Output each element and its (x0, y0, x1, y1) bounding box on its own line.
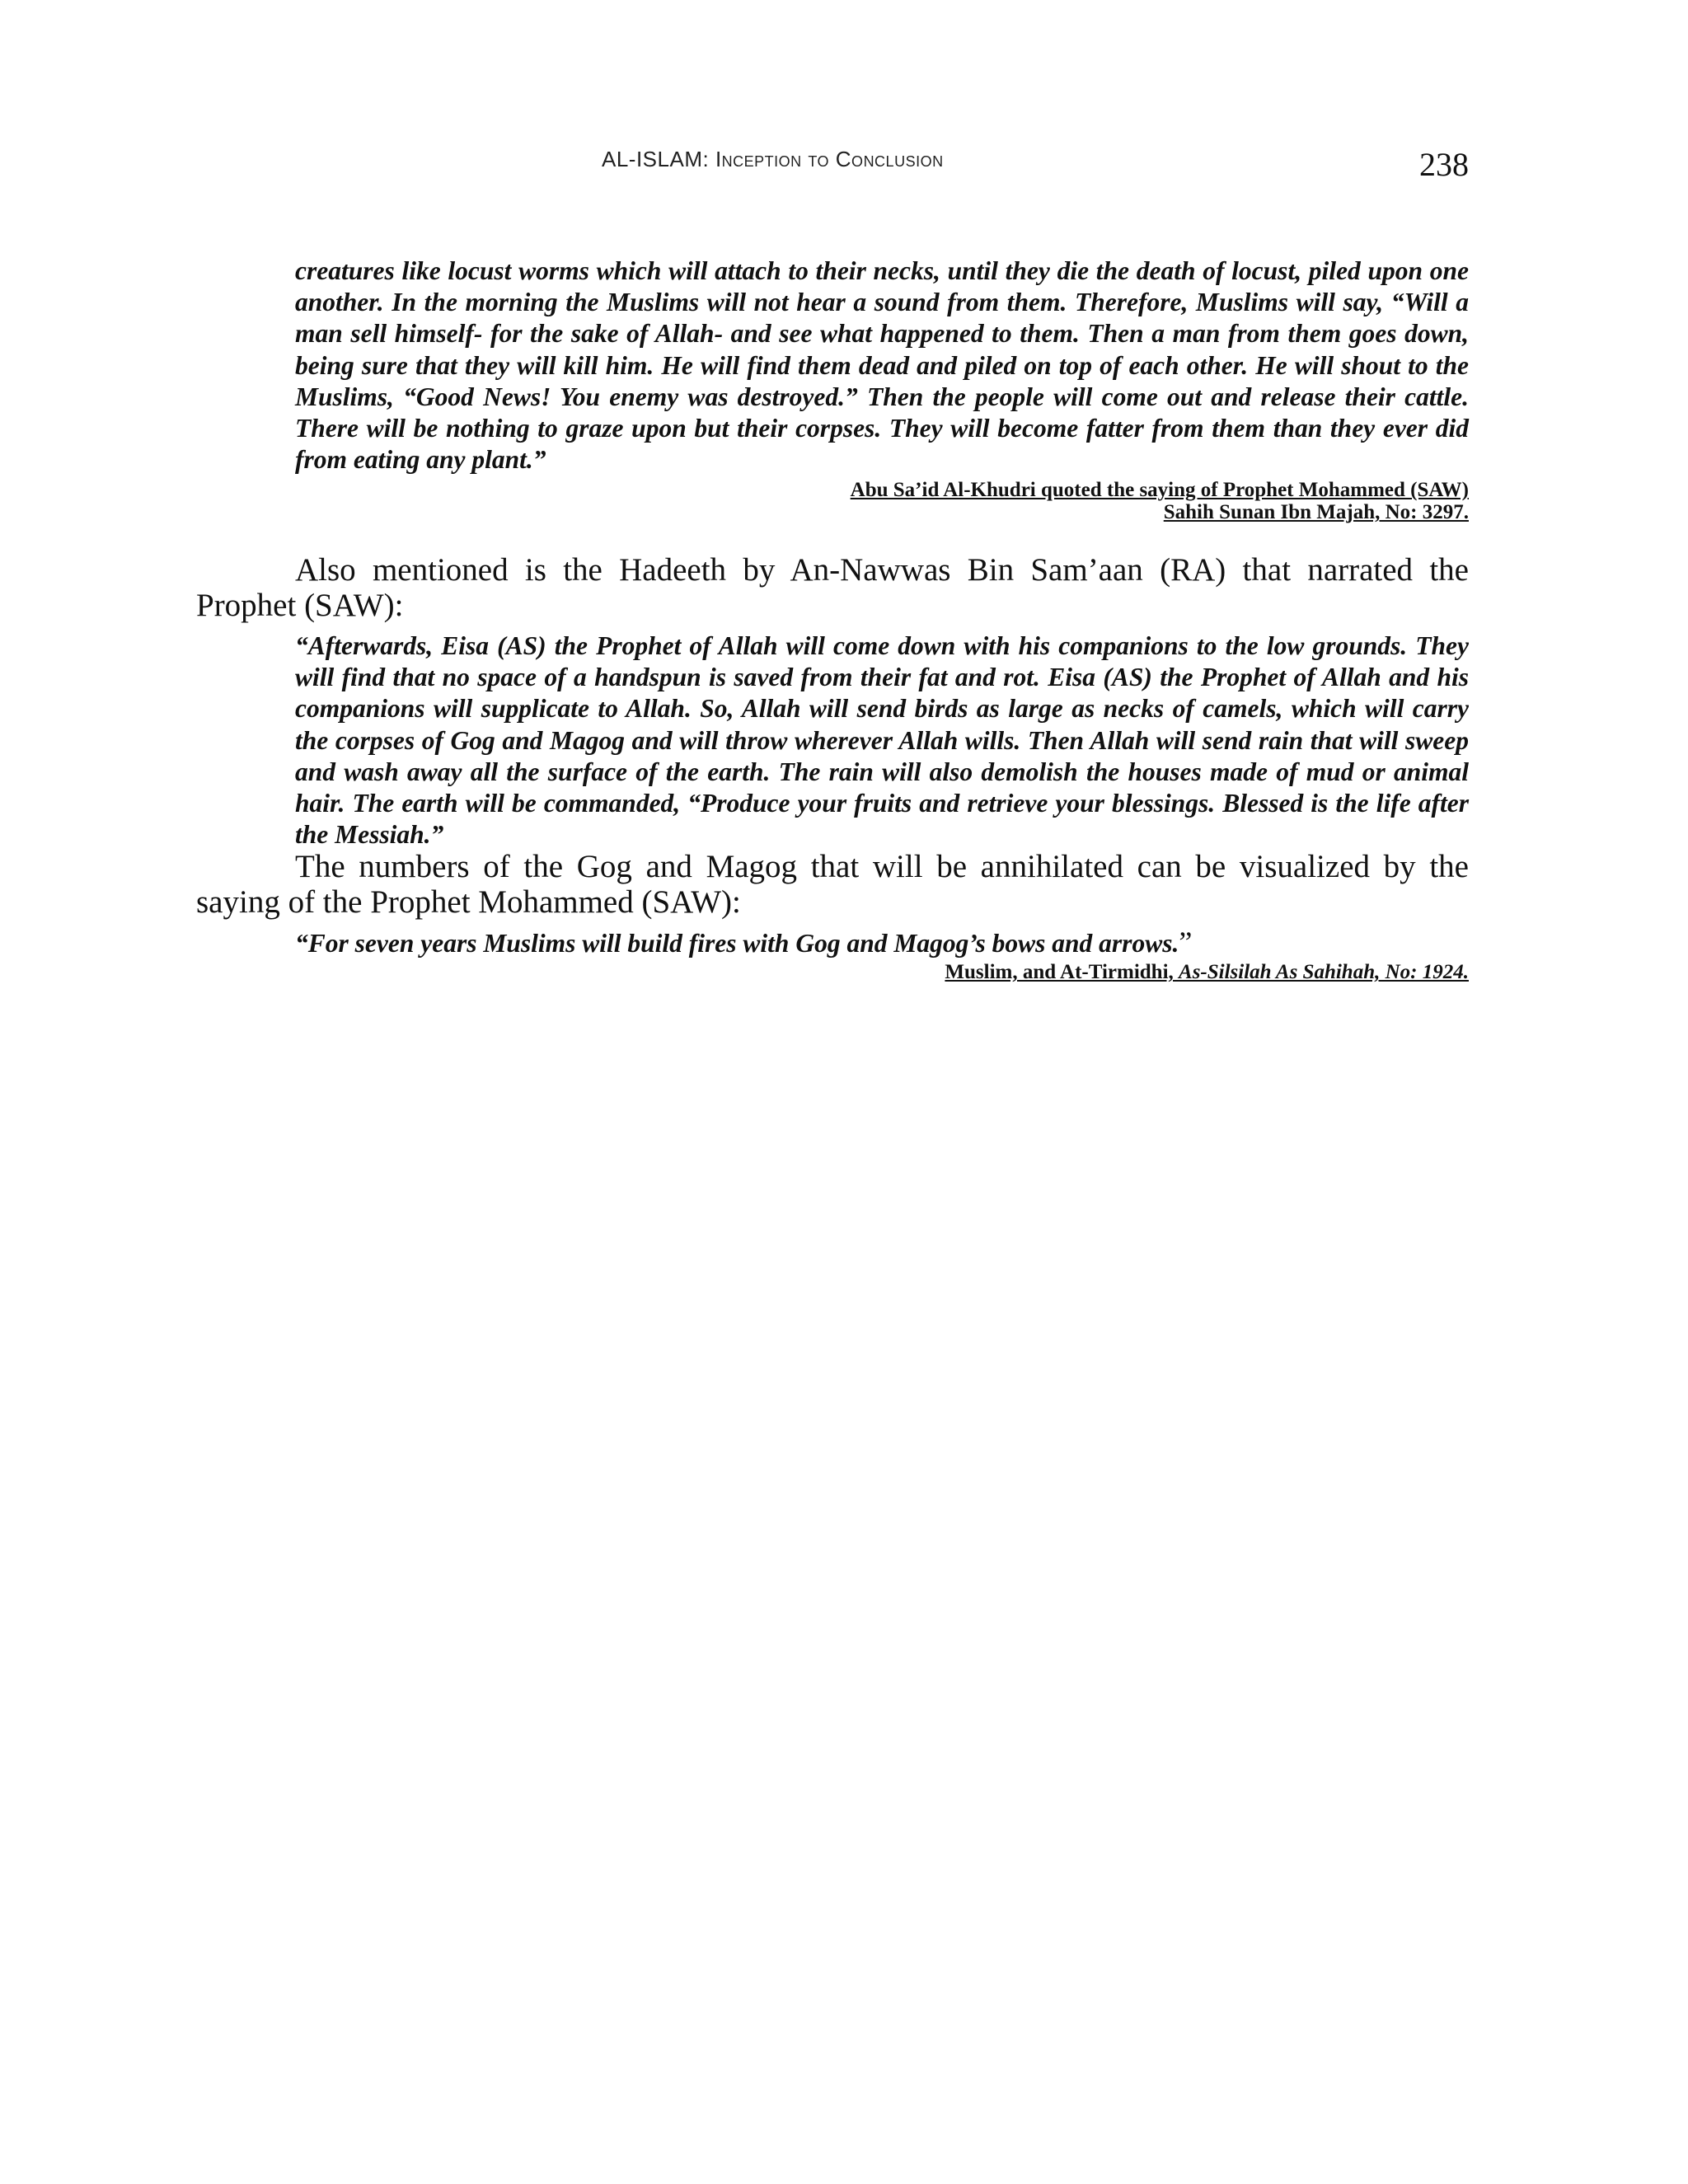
body-paragraph-2: The numbers of the Gog and Magog that will be annihilated can be visualized by the saying of the Prophet Mohammed (SAW): (196, 849, 1469, 920)
header-title-suffix: Inception to Conclusion (715, 147, 944, 171)
hadith-quote-3-line (295, 926, 1469, 959)
hadith-quote-1 (295, 255, 1469, 523)
hadith-quote-3-citation (295, 961, 1469, 983)
body-paragraph-1: Also mentioned is the Hadeeth by An-Nawwas Bin Sam’aan (RA) that narrated the Prophet (SAW): (196, 552, 1469, 623)
hadith-quote-1-citation-1: Abu Sa’id Al-Khudri quoted the saying of Prophet Mohammed (SAW) (850, 479, 1469, 502)
hadith-quote-3-citation-source: Muslim, and At-Tirmidhi, (945, 961, 1179, 984)
running-header (602, 147, 944, 172)
hadith-quote-3 (295, 926, 1469, 983)
hadith-quote-2-text: “Afterwards, Eisa (AS) the Prophet of Allah will come down with his companions to the low grounds. They will find that no space of a handspun is saved from their fat and rot. Eisa (AS) the Prophet of Allah and his companions will supplicate to Allah. So, Allah will send birds as large as necks of camels, which will carry the corpses of Gog and Magog and will throw wherever Allah wills. Then Allah will send rain that will sweep and wash away all the surface of the earth. The rain will also demolish the houses made of mud or animal hair. The earth will be commanded, “Produce your fruits and retrieve your blessings. Blessed is the life after the Messiah.” (295, 631, 1469, 850)
header-title-prefix: AL-ISLAM: (602, 147, 715, 171)
hadith-quote-1-citation-2: Sahih Sunan Ibn Majah, No: 3297. (1163, 501, 1469, 524)
hadith-quote-3-text: “For seven years Muslims will build fires with Gog and Magog’s bows and arrows. (295, 929, 1179, 958)
hadith-quote-1-text: creatures like locust worms which will attach to their necks, until they die the death of locust, piled upon one another. In the morning the Muslims will not hear a sound from them. Therefore, Muslims will say, “Will a man sell himself- for the sake of Allah- and see what happened to them. Then a man from them goes down, being sure that they will kill him. He will find them dead and piled on top of each other. He will shout to the Muslims, “Good News! You enemy was destroyed.” Then the people will come out and release their cattle. There will be nothing to graze upon but their corpses. They will become fatter from them than they ever did from eating any plant.” (295, 256, 1469, 475)
hadith-quote-3-citation-ref: As-Silsilah As Sahihah, No: 1924. (1179, 961, 1469, 984)
hadith-quote-3-closing-mark: ” (1179, 926, 1193, 958)
page-number: 238 (1419, 146, 1469, 183)
hadith-quote-2 (295, 630, 1469, 851)
